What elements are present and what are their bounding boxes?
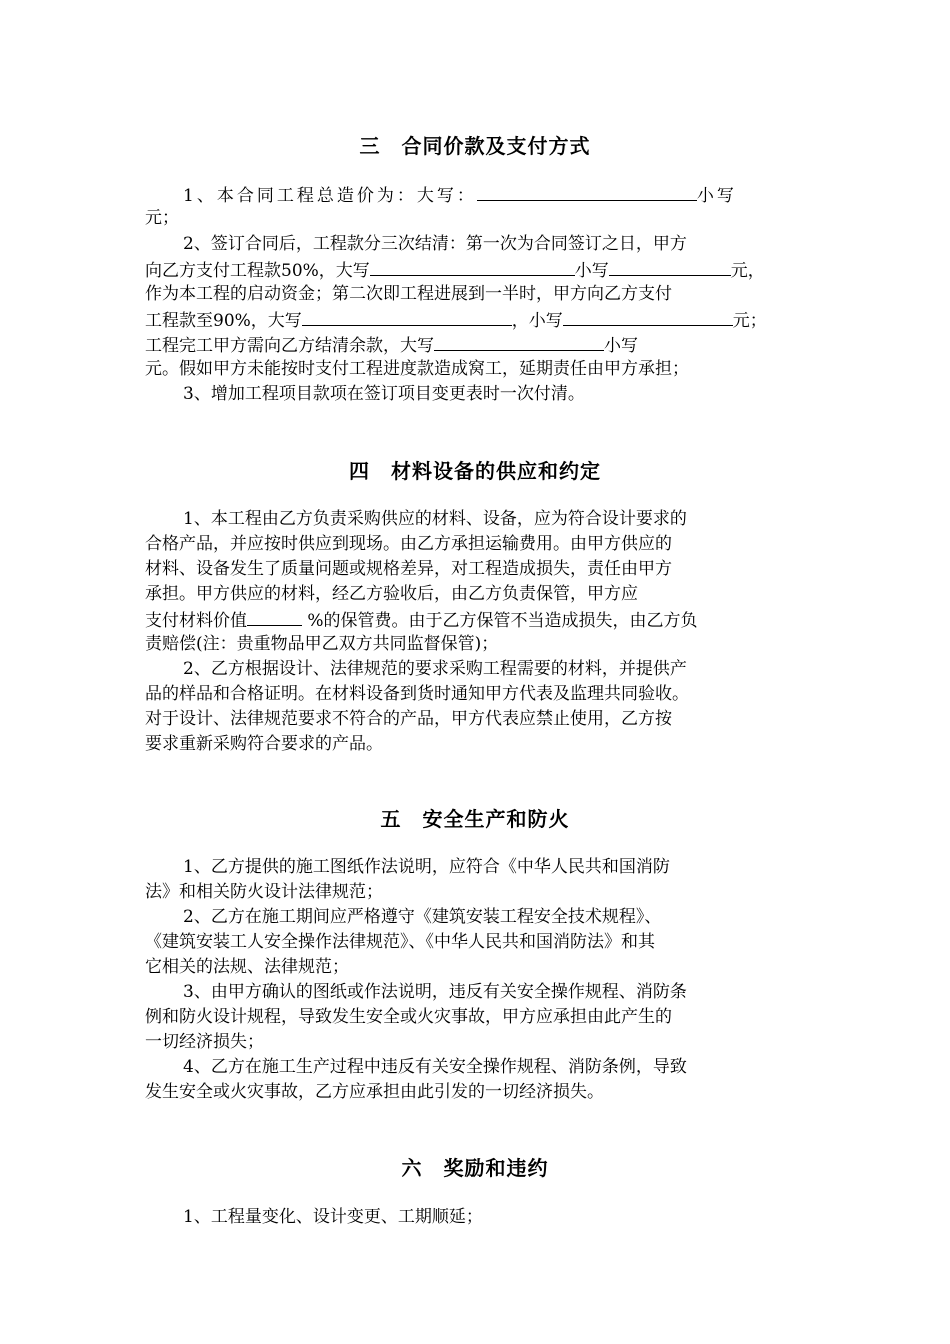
s5-line-3: 2、乙方在施工期间应严格遵守《建筑安装工程安全技术规程》、 bbox=[183, 907, 662, 927]
s4-line-7: 2、乙方根据设计、法律规范的要求采购工程需要的材料，并提供产 bbox=[183, 659, 687, 679]
s3-line-4: 向乙方支付工程款50%，大写 小写 元， bbox=[145, 257, 805, 283]
s6-line-1: 1、工程量变化、设计变更、工期顺延； bbox=[183, 1207, 483, 1227]
s5-line-5: 它相关的法规、法律规范； bbox=[145, 957, 349, 977]
s5-line-1: 1、乙方提供的施工图纸作法说明，应符合《中华人民共和国消防 bbox=[183, 857, 670, 877]
section-4-title: 四 材料设备的供应和约定 bbox=[349, 459, 601, 483]
s5-line-10: 发生安全或火灾事故，乙方应承担由此引发的一切经济损失。 bbox=[145, 1082, 604, 1102]
s5-line-2: 法》和相关防火设计法律规范； bbox=[145, 882, 383, 902]
s4-line-8: 品的样品和合格证明。在材料设备到货时通知甲方代表及监理共同验收。 bbox=[145, 684, 689, 704]
s3-line-8: 元。假如甲方未能按时支付工程进度款造成窝工，延期责任由甲方承担； bbox=[145, 359, 689, 379]
s5-line-6: 3、由甲方确认的图纸或作法说明，违反有关安全操作规程、消防条 bbox=[183, 982, 687, 1002]
s3-line-3: 2、签订合同后，工程款分三次结清：第一次为合同签订之日，甲方 bbox=[183, 234, 687, 254]
balance-upper-blank[interactable] bbox=[434, 332, 604, 351]
first-payment-lower-blank[interactable] bbox=[609, 257, 731, 276]
second-payment-upper-blank[interactable] bbox=[302, 307, 512, 326]
s3-line-1: 1、本合同工程总造价为：大写： 小写 bbox=[183, 182, 805, 208]
first-payment-upper-blank[interactable] bbox=[370, 257, 575, 276]
section-3-title: 三 合同价款及支付方式 bbox=[359, 134, 591, 158]
s4-line-5: 支付材料价值 %的保管费。由于乙方保管不当造成损失，由乙方负 bbox=[145, 607, 805, 633]
s3-line-7: 工程完工甲方需向乙方结清余款，大写 小写 bbox=[145, 332, 805, 358]
s3-line-6: 工程款至90%，大写 ，小写 元； bbox=[145, 307, 805, 333]
s4-line-9: 对于设计、法律规范要求不符合的产品，甲方代表应禁止使用，乙方按 bbox=[145, 709, 672, 729]
s4-line-3: 材料、设备发生了质量问题或规格差异，对工程造成损失，责任由甲方 bbox=[145, 559, 672, 579]
total-price-blank[interactable] bbox=[477, 182, 697, 201]
s3-line-9: 3、增加工程项目款项在签订项目变更表时一次付清。 bbox=[183, 384, 585, 404]
section-5-title: 五 安全生产和防火 bbox=[380, 807, 570, 831]
storage-fee-percent-blank[interactable] bbox=[247, 607, 302, 626]
s5-line-9: 4、乙方在施工生产过程中违反有关安全操作规程、消防条例，导致 bbox=[183, 1057, 687, 1077]
s3-line-2: 元； bbox=[145, 208, 179, 228]
s5-line-7: 例和防火设计规程，导致发生安全或火灾事故，甲方应承担由此产生的 bbox=[145, 1007, 672, 1027]
s5-line-4: 《建筑安装工人安全操作法律规范》、《中华人民共和国消防法》和其 bbox=[145, 932, 655, 952]
section-6-title: 六 奖励和违约 bbox=[401, 1156, 549, 1180]
s4-line-6: 责赔偿(注：贵重物品甲乙双方共同监督保管)； bbox=[145, 634, 499, 654]
s5-line-8: 一切经济损失； bbox=[145, 1032, 264, 1052]
s4-line-2: 合格产品，并应按时供应到现场。由乙方承担运输费用。由甲方供应的 bbox=[145, 534, 672, 554]
s4-line-10: 要求重新采购符合要求的产品。 bbox=[145, 734, 383, 754]
s4-line-1: 1、本工程由乙方负责采购供应的材料、设备，应为符合设计要求的 bbox=[183, 509, 687, 529]
s4-line-4: 承担。甲方供应的材料，经乙方验收后，由乙方负责保管，甲方应 bbox=[145, 584, 638, 604]
s3-line-5: 作为本工程的启动资金；第二次即工程进展到一半时，甲方向乙方支付 bbox=[145, 284, 672, 304]
second-payment-lower-blank[interactable] bbox=[563, 307, 733, 326]
